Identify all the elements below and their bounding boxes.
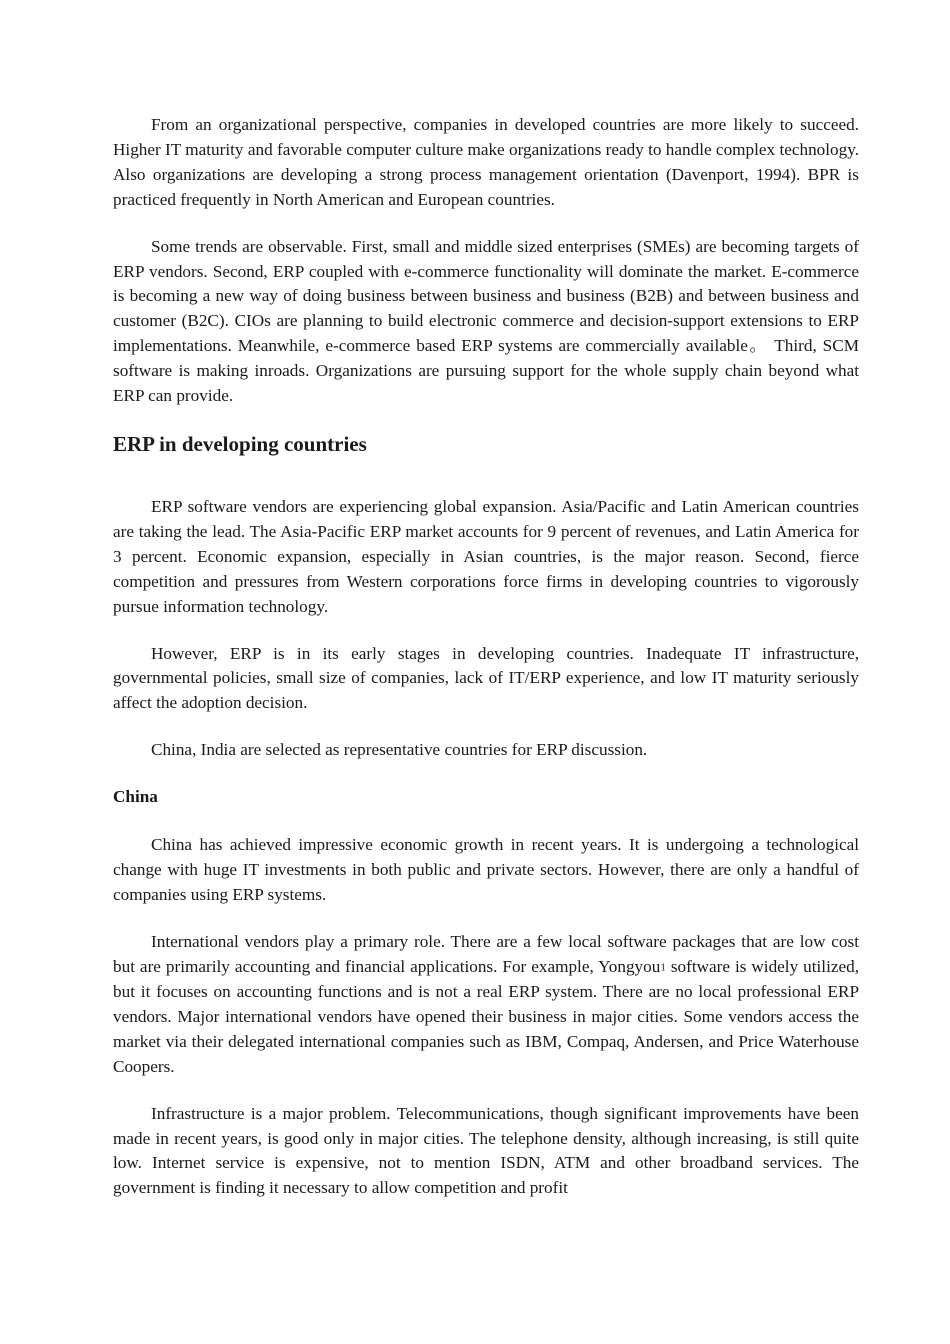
- body-paragraph-trends: Some trends are observable. First, small and middle sized enterprises (SMEs) are becoming targets of ERP vendors. Second, ERP coupled with e-commerce functionality will dominate the market. E-commerce is becoming a new way of doing business between business and business (B2B) and between business and customer (B2C). CIOs are planning to build electronic commerce and decision-support extensions to ERP implementations. Meanwhile, e-commerce based ERP systems are commercially available。 Third, SCM software is making inroads. Organizations are pursuing support for the whole supply chain beyond what ERP can provide.: [113, 236, 859, 406]
- subsection-heading-china: China: [113, 787, 158, 807]
- vendors-text-start: International vendors play a primary role. There are a few local software packages that are low cost but are primarily accounting and financial applications. For example, Yongyou: [113, 931, 859, 976]
- body-paragraph-china-infrastructure: Infrastructure is a major problem. Telecommunications, though significant improvements have been made in recent years, is good only in major cities. The telephone density, although increasing, is still quite low. Internet service is expensive, not to mention ISDN, ATM and other broadband services. The government is finding it necessary to allow competition and profit: [113, 1103, 859, 1198]
- body-paragraph-organizational: From an organizational perspective, companies in developed countries are more likely to succeed. Higher IT maturity and favorable computer culture make organizations ready to handle complex technology. Also organizations are developing a strong process management orientation (Davenport, 1994). BPR is practiced frequently in North American and European countries.: [113, 115, 859, 209]
- body-paragraph-china-growth: China has achieved impressive economic growth in recent years. It is undergoing a technological change with huge IT investments in both public and private sectors. However, there are only a handful of companies using ERP systems.: [113, 835, 859, 904]
- document-page: [113, 113, 859, 1223]
- vendors-text-end: software is widely utilized, but it focuses on accounting functions and is not a real ERP system. There are no local professional ERP vendors. Major international vendors have opened their business in major cities. Some vendors access the market via their delegated international companies such as IBM, Compaq, Andersen, and Price Waterhouse Coopers.: [113, 956, 859, 1076]
- section-heading: ERP in developing countries: [113, 431, 367, 456]
- body-paragraph-china-vendors: [113, 930, 859, 1080]
- body-paragraph-global-expansion: ERP software vendors are experiencing global expansion. Asia/Pacific and Latin American countries are taking the lead. The Asia-Pacific ERP market accounts for 9 percent of revenues, and Latin America for 3 percent. Economic expansion, especially in Asian countries, is the major reason. Second, fierce competition and pressures from Western corporations force firms in developing countries to vigorously pursue information technology.: [113, 496, 859, 616]
- body-paragraph-representative-countries: China, India are selected as representative countries for ERP discussion.: [151, 740, 648, 760]
- footnote-marker: 1: [660, 961, 666, 974]
- body-paragraph-early-stages: However, ERP is in its early stages in developing countries. Inadequate IT infrastructure, governmental policies, small size of companies, lack of IT/ERP experience, and low IT maturity seriously affect the adoption decision.: [113, 643, 859, 713]
